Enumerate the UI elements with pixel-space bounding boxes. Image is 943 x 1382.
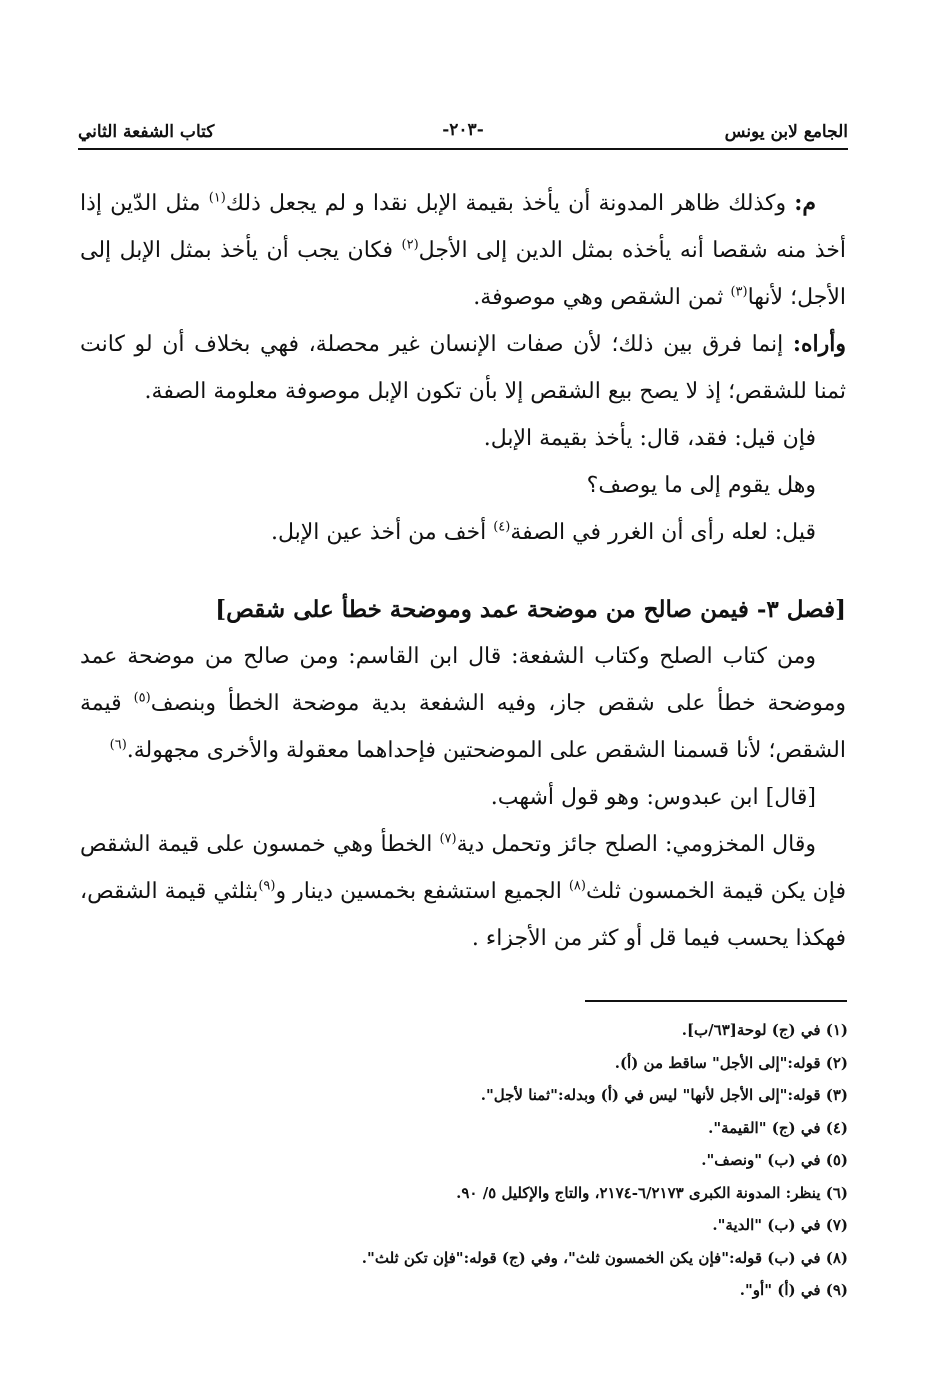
footnote-ref: (١) [208, 190, 226, 206]
paragraph-text: وكذلك ظاهر المدونة أن يأخذ بقيمة الإبل نقدا و لم يجعل ذلك [225, 191, 795, 216]
footnote-ref: (٤) [493, 519, 511, 535]
paragraph-text: ومن كتاب الصلح وكتاب الشفعة: قال ابن القاسم: ومن صالح من موضحة عمد وموضحة خطأ على شقص جاز، وفيه الشفعة بدية موضحة الخطأ وبنصف [80, 644, 846, 716]
footnote-item: (٤) في (ج) "القيمة". [708, 1118, 848, 1137]
paragraph-6 [80, 633, 846, 774]
footnote-item: (١) في (ج) لوحة[٦٣/ب]. [681, 1021, 848, 1039]
footnote-item: (٣) قوله:"إلى الأجل لأنها" ليس في (أ) وبدله:"ثمنا لأجل". [480, 1086, 848, 1104]
section-heading: [فصل ٣- فيمن صالح من موضحة عمد وموضحة خطأ على شقص] [215, 596, 846, 623]
footnotes [80, 1014, 848, 1307]
paragraph-lead: وأراه: [792, 331, 846, 357]
paragraph-text: ثمن الشقص وهي موصوفة. [473, 285, 731, 310]
header-divider [78, 148, 848, 150]
main-text [80, 180, 846, 962]
footnote-ref: (٩) [258, 878, 276, 894]
footnote-item: (٩) في (أ) "أو". [739, 1281, 848, 1299]
page-number: -٢٠٣- [442, 120, 484, 140]
paragraph-text: قيل: لعله رأى أن الغرر في الصفة [510, 520, 816, 545]
footnote-item: (٥) في (ب) "ونصف". [701, 1151, 848, 1169]
paragraph-1 [80, 180, 846, 321]
footnote-ref: (٣) [730, 284, 748, 300]
paragraph-text: الخطأ وهي خمسون على قيمة الشقص فإن يكن قيمة الخمسون ثلث [80, 832, 846, 904]
paragraph-5 [80, 509, 846, 556]
footnote-ref: (٥) [133, 690, 151, 706]
footnote-item: (٨) في (ب) قوله:"فإن يكن الخمسون ثلث"، وفي (ج) قوله:"فإن تكن ثلث". [361, 1248, 848, 1267]
paragraph-4: وهل يقوم إلى ما يوصف؟ [586, 473, 816, 498]
footnote-ref: (٨) [568, 878, 586, 894]
paragraph-2 [80, 321, 846, 415]
paragraph-text: إنما فرق بين ذلك؛ لأن صفات الإنسان غير محصلة، فهي بخلاف أن لو كانت ثمنا للشقص؛ إذ لا يصح بيع الشقص إلا بأن تكون الإبل موصوفة معلومة الصفة. [80, 332, 846, 404]
paragraph-lead: م: [794, 190, 816, 216]
paragraph-text: الجميع استشفع بخمسين دينار و [275, 879, 569, 904]
footnote-item: (٦) ينظر: المدونة الكبرى ٦/٢١٧٣-٢١٧٤، والتاج والإكليل ٥/ ٩٠. [456, 1183, 848, 1202]
paragraph-7: [قال] ابن عبدوس: وهو قول أشهب. [490, 785, 816, 810]
header-chapter-title: كتاب الشفعة الثاني [78, 122, 215, 142]
paragraph-text: فكان يجب أن يأخذ بمثل الإبل إلى الأجل؛ لأنها [80, 238, 846, 310]
paragraph-text: قيمة الشقص؛ لأنا قسمنا الشقص على الموضحتين فإحداهما معقولة والأخرى مجهولة. [80, 691, 846, 763]
footnote-ref: (٦) [109, 737, 127, 753]
running-header [78, 118, 848, 148]
paragraph-text: أخف من أخذ عين الإبل. [270, 520, 494, 545]
paragraph-text: مثل الدّين إذا أخذ منه شقصا أنه يأخذه بمثل الدين إلى الأجل [80, 191, 846, 263]
footnote-item: (٧) في (ب) "الدية". [712, 1216, 848, 1234]
paragraph-text: بثلثي قيمة الشقص، فهكذا يحسب فيما قل أو كثر من الأجزاء . [80, 879, 846, 951]
footnote-ref: (٧) [439, 831, 457, 847]
header-book-title: الجامع لابن يونس [724, 122, 848, 142]
footnote-item: (٢) قوله:"إلى الأجل" ساقط من (أ). [614, 1053, 848, 1072]
footnote-divider [585, 1000, 847, 1002]
paragraph-text: وقال المخزومي: الصلح جائز وتحمل دية [456, 832, 816, 857]
paragraph-8 [80, 821, 846, 962]
footnote-ref: (٢) [401, 237, 419, 253]
paragraph-3: فإن قيل: فقد، قال: يأخذ بقيمة الإبل. [483, 426, 816, 451]
